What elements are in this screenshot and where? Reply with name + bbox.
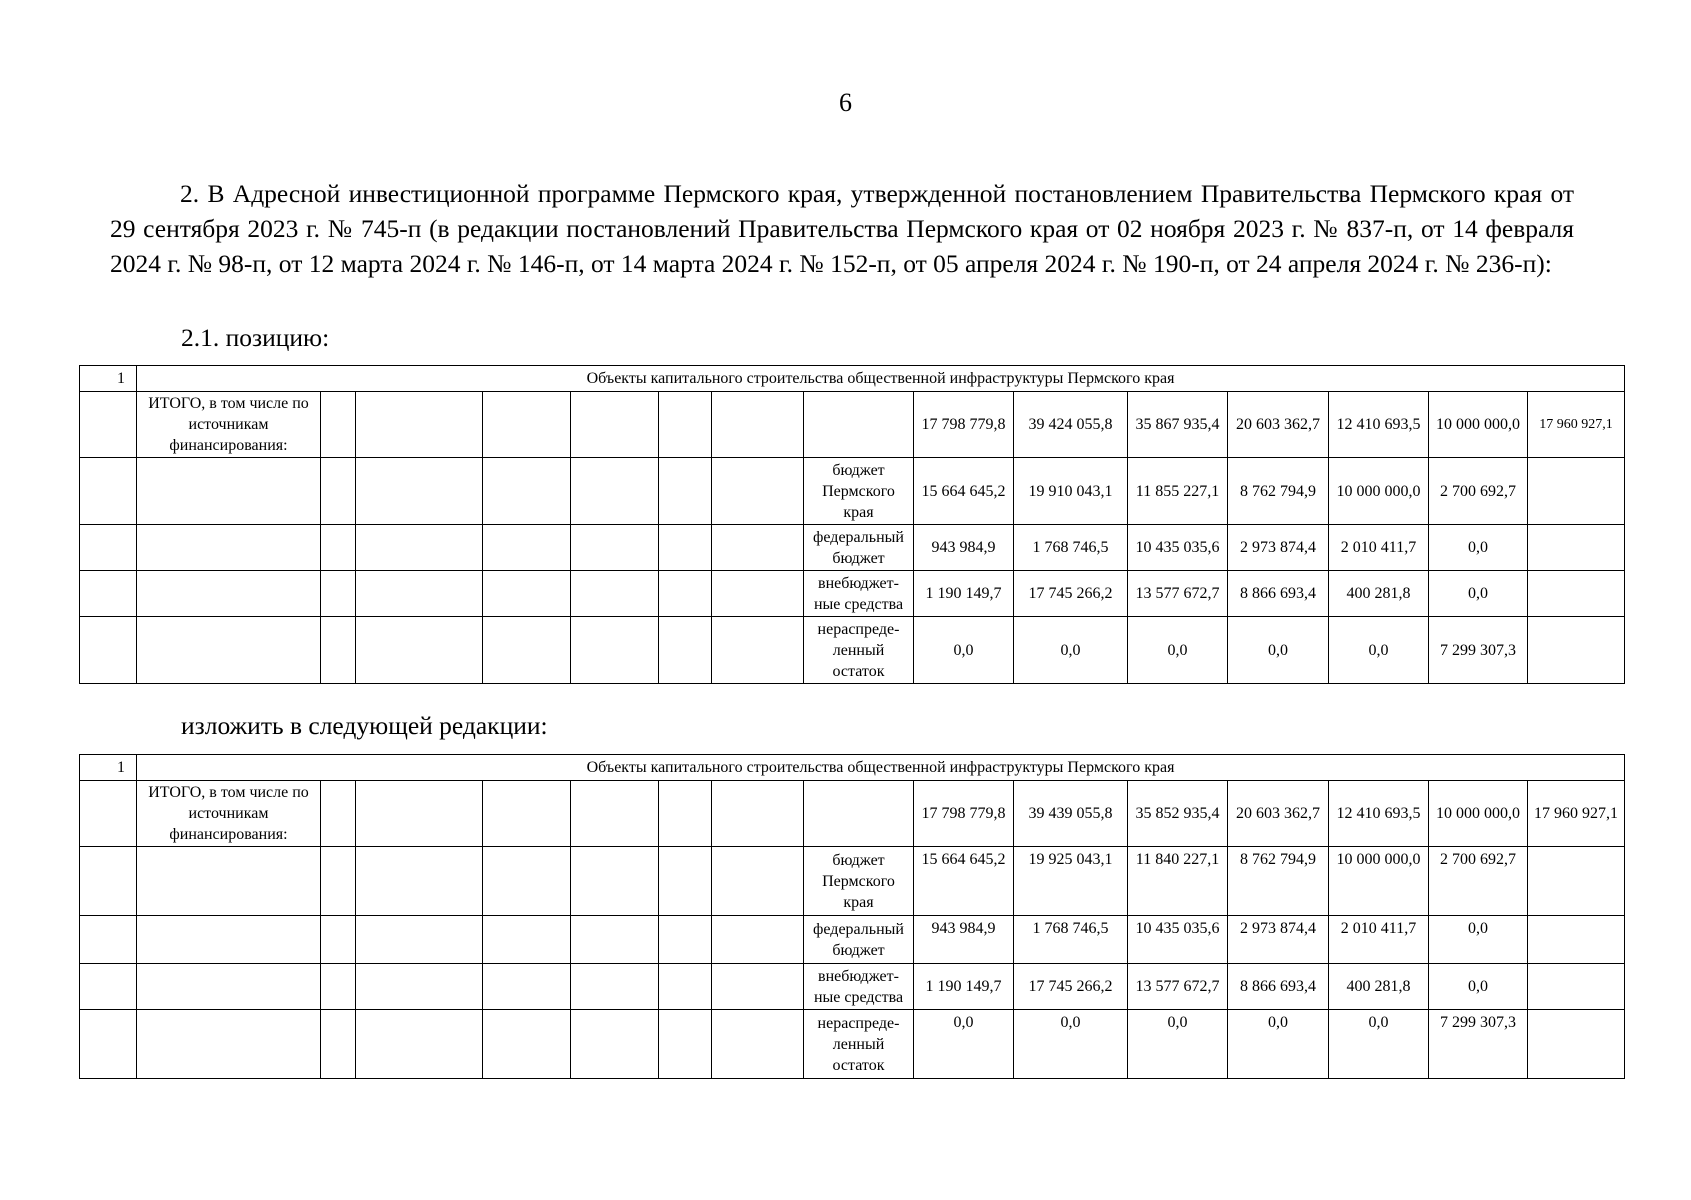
- empty-cell: [712, 392, 804, 458]
- empty-cell: [356, 525, 483, 571]
- source-value-cell: 15 664 645,2: [914, 458, 1014, 525]
- source-value-cell: 8 762 794,9: [1228, 847, 1329, 916]
- total-row: [80, 392, 1625, 458]
- source-label-cell: [804, 392, 914, 458]
- source-value-cell: [1528, 847, 1625, 916]
- empty-cell: [356, 571, 483, 617]
- empty-cell: [571, 916, 659, 964]
- empty-cell: [356, 1010, 483, 1079]
- subclause-label: 2.1. позицию:: [181, 323, 330, 352]
- empty-cell: [571, 617, 659, 684]
- empty-cell: [321, 617, 356, 684]
- empty-cell: [321, 847, 356, 916]
- source-value-cell: 0,0: [1014, 617, 1128, 684]
- source-value-cell: 0,0: [1429, 964, 1528, 1010]
- total-value-cell: 20 603 362,7: [1228, 781, 1329, 847]
- source-value-cell: 2 700 692,7: [1429, 847, 1528, 916]
- source-label-cell: внебюджет-ные средства: [804, 571, 914, 617]
- empty-cell: [483, 458, 571, 525]
- empty-cell: [80, 964, 137, 1010]
- replace-instruction: изложить в следующей редакции:: [181, 711, 548, 740]
- empty-cell: [483, 1010, 571, 1079]
- empty-cell: [321, 392, 356, 458]
- section-header-row: [80, 755, 1625, 781]
- empty-cell: [712, 617, 804, 684]
- empty-cell: [712, 916, 804, 964]
- source-value-cell: [1528, 525, 1625, 571]
- source-value-cell: 15 664 645,2: [914, 847, 1014, 916]
- empty-cell: [659, 571, 712, 617]
- empty-cell: [571, 525, 659, 571]
- empty-cell: [712, 847, 804, 916]
- empty-cell: [712, 964, 804, 1010]
- source-value-cell: 7 299 307,3: [1429, 1010, 1528, 1079]
- empty-cell: [356, 916, 483, 964]
- source-value-cell: 17 745 266,2: [1014, 571, 1128, 617]
- row-number-cell: 1: [80, 755, 137, 781]
- source-value-cell: 8 866 693,4: [1228, 571, 1329, 617]
- source-value-cell: 0,0: [914, 617, 1014, 684]
- source-value-cell: [1528, 571, 1625, 617]
- empty-cell: [483, 617, 571, 684]
- empty-cell: [483, 916, 571, 964]
- total-row: [80, 781, 1625, 847]
- empty-cell: [483, 781, 571, 847]
- empty-cell: [659, 781, 712, 847]
- empty-cell: [356, 458, 483, 525]
- source-value-cell: [1528, 458, 1625, 525]
- total-value-cell: 17 960 927,1: [1528, 781, 1625, 847]
- empty-cell: [137, 1010, 321, 1079]
- empty-cell: [483, 571, 571, 617]
- source-row: [80, 525, 1625, 571]
- empty-cell: [80, 781, 137, 847]
- empty-cell: [321, 1010, 356, 1079]
- source-label-cell: нераспреде-ленный остаток: [804, 617, 914, 684]
- total-value-cell: 35 867 935,4: [1128, 392, 1228, 458]
- empty-cell: [321, 916, 356, 964]
- empty-cell: [712, 525, 804, 571]
- empty-cell: [356, 617, 483, 684]
- empty-cell: [659, 964, 712, 1010]
- empty-cell: [659, 847, 712, 916]
- empty-cell: [483, 525, 571, 571]
- section-header-row: [80, 366, 1625, 392]
- empty-cell: [356, 781, 483, 847]
- empty-cell: [483, 964, 571, 1010]
- source-value-cell: 17 745 266,2: [1014, 964, 1128, 1010]
- source-row: [80, 847, 1625, 916]
- total-value-cell: 17 798 779,8: [914, 781, 1014, 847]
- source-value-cell: 0,0: [1429, 525, 1528, 571]
- source-value-cell: 0,0: [1329, 617, 1429, 684]
- empty-cell: [571, 847, 659, 916]
- empty-cell: [321, 458, 356, 525]
- total-value-cell: 39 424 055,8: [1014, 392, 1128, 458]
- table-after: [79, 754, 1625, 1079]
- source-value-cell: 19 910 043,1: [1014, 458, 1128, 525]
- empty-cell: [712, 458, 804, 525]
- empty-cell: [712, 1010, 804, 1079]
- total-value-cell: 10 000 000,0: [1429, 781, 1528, 847]
- empty-cell: [571, 571, 659, 617]
- source-value-cell: 2 973 874,4: [1228, 916, 1329, 964]
- empty-cell: [80, 392, 137, 458]
- source-value-cell: 0,0: [1128, 1010, 1228, 1079]
- empty-cell: [659, 392, 712, 458]
- empty-cell: [137, 916, 321, 964]
- source-row: [80, 617, 1625, 684]
- source-label-cell: бюджет Пермского края: [804, 847, 914, 916]
- empty-cell: [659, 916, 712, 964]
- empty-cell: [571, 964, 659, 1010]
- source-value-cell: 10 435 035,6: [1128, 916, 1228, 964]
- source-row: [80, 964, 1625, 1010]
- source-value-cell: 2 700 692,7: [1429, 458, 1528, 525]
- empty-cell: [571, 781, 659, 847]
- total-label-cell: ИТОГО, в том числе по источникам финансирования:: [137, 781, 321, 847]
- source-value-cell: 13 577 672,7: [1128, 571, 1228, 617]
- total-value-cell: 17 798 779,8: [914, 392, 1014, 458]
- source-value-cell: 0,0: [1228, 617, 1329, 684]
- empty-cell: [137, 617, 321, 684]
- empty-cell: [321, 571, 356, 617]
- empty-cell: [80, 458, 137, 525]
- empty-cell: [483, 392, 571, 458]
- empty-cell: [659, 1010, 712, 1079]
- source-value-cell: 0,0: [1128, 617, 1228, 684]
- source-value-cell: [1528, 964, 1625, 1010]
- source-value-cell: 400 281,8: [1329, 571, 1429, 617]
- empty-cell: [712, 571, 804, 617]
- empty-cell: [321, 781, 356, 847]
- empty-cell: [137, 571, 321, 617]
- total-value-cell: 20 603 362,7: [1228, 392, 1329, 458]
- empty-cell: [659, 525, 712, 571]
- empty-cell: [571, 1010, 659, 1079]
- source-value-cell: 2 010 411,7: [1329, 525, 1429, 571]
- source-value-cell: 7 299 307,3: [1429, 617, 1528, 684]
- empty-cell: [356, 964, 483, 1010]
- total-value-cell: 12 410 693,5: [1329, 392, 1429, 458]
- empty-cell: [137, 525, 321, 571]
- source-row: [80, 571, 1625, 617]
- section-title-cell: Объекты капитального строительства общественной инфраструктуры Пермского края: [137, 755, 1625, 781]
- source-value-cell: 943 984,9: [914, 525, 1014, 571]
- source-value-cell: 0,0: [914, 1010, 1014, 1079]
- empty-cell: [137, 847, 321, 916]
- source-value-cell: 0,0: [1429, 916, 1528, 964]
- source-value-cell: 1 190 149,7: [914, 571, 1014, 617]
- source-row: [80, 458, 1625, 525]
- empty-cell: [483, 847, 571, 916]
- source-value-cell: 11 840 227,1: [1128, 847, 1228, 916]
- empty-cell: [137, 458, 321, 525]
- source-value-cell: 13 577 672,7: [1128, 964, 1228, 1010]
- empty-cell: [80, 847, 137, 916]
- source-label-cell: федеральный бюджет: [804, 525, 914, 571]
- empty-cell: [356, 392, 483, 458]
- empty-cell: [321, 964, 356, 1010]
- empty-cell: [80, 1010, 137, 1079]
- source-value-cell: 0,0: [1429, 571, 1528, 617]
- source-label-cell: федеральный бюджет: [804, 916, 914, 964]
- source-value-cell: 0,0: [1329, 1010, 1429, 1079]
- source-value-cell: 1 768 746,5: [1014, 525, 1128, 571]
- empty-cell: [80, 916, 137, 964]
- source-label-cell: нераспреде-ленный остаток: [804, 1010, 914, 1079]
- empty-cell: [712, 781, 804, 847]
- source-value-cell: 0,0: [1014, 1010, 1128, 1079]
- empty-cell: [80, 617, 137, 684]
- source-value-cell: [1528, 617, 1625, 684]
- table-before: [79, 365, 1625, 684]
- source-value-cell: 1 768 746,5: [1014, 916, 1128, 964]
- source-label-cell: бюджет Пермского края: [804, 458, 914, 525]
- source-value-cell: 8 762 794,9: [1228, 458, 1329, 525]
- source-value-cell: [1528, 916, 1625, 964]
- source-value-cell: 11 855 227,1: [1128, 458, 1228, 525]
- source-value-cell: 2 010 411,7: [1329, 916, 1429, 964]
- source-row: [80, 916, 1625, 964]
- source-value-cell: 0,0: [1228, 1010, 1329, 1079]
- empty-cell: [659, 458, 712, 525]
- empty-cell: [571, 458, 659, 525]
- source-value-cell: 943 984,9: [914, 916, 1014, 964]
- empty-cell: [571, 392, 659, 458]
- total-label-cell: ИТОГО, в том числе по источникам финансирования:: [137, 392, 321, 458]
- row-number-cell: 1: [80, 366, 137, 392]
- source-value-cell: 10 000 000,0: [1329, 847, 1429, 916]
- total-value-cell: 35 852 935,4: [1128, 781, 1228, 847]
- intro-paragraph: 2. В Адресной инвестиционной программе Пермского края, утвержденной постановлением Правительства Пермского края от 29 сентября 2023 г. № 745-п (в редакции постановлений Правительства Пермского края от 02 ноября 2023 г. № 837-п, от 14 февраля 2024 г. № 98-п, от 12 марта 2024 г. № 146-п, от 14 марта 2024 г. № 152-п, от 05 апреля 2024 г. № 190-п, от 24 апреля 2024 г. № 236-п):: [110, 179, 1574, 278]
- source-value-cell: 1 190 149,7: [914, 964, 1014, 1010]
- section-title-cell: Объекты капитального строительства общественной инфраструктуры Пермского края: [137, 366, 1625, 392]
- source-value-cell: 10 435 035,6: [1128, 525, 1228, 571]
- source-label-cell: [804, 781, 914, 847]
- empty-cell: [80, 525, 137, 571]
- source-row: [80, 1010, 1625, 1079]
- total-value-cell: 39 439 055,8: [1014, 781, 1128, 847]
- source-value-cell: 19 925 043,1: [1014, 847, 1128, 916]
- source-label-cell: внебюджет-ные средства: [804, 964, 914, 1010]
- source-value-cell: 10 000 000,0: [1329, 458, 1429, 525]
- source-value-cell: 400 281,8: [1329, 964, 1429, 1010]
- source-value-cell: 2 973 874,4: [1228, 525, 1329, 571]
- empty-cell: [321, 525, 356, 571]
- empty-cell: [80, 571, 137, 617]
- total-value-cell: 17 960 927,1: [1528, 392, 1625, 458]
- source-value-cell: 8 866 693,4: [1228, 964, 1329, 1010]
- empty-cell: [137, 964, 321, 1010]
- page-number: 6: [839, 88, 852, 117]
- total-value-cell: 12 410 693,5: [1329, 781, 1429, 847]
- empty-cell: [659, 617, 712, 684]
- total-value-cell: 10 000 000,0: [1429, 392, 1528, 458]
- empty-cell: [356, 847, 483, 916]
- source-value-cell: [1528, 1010, 1625, 1079]
